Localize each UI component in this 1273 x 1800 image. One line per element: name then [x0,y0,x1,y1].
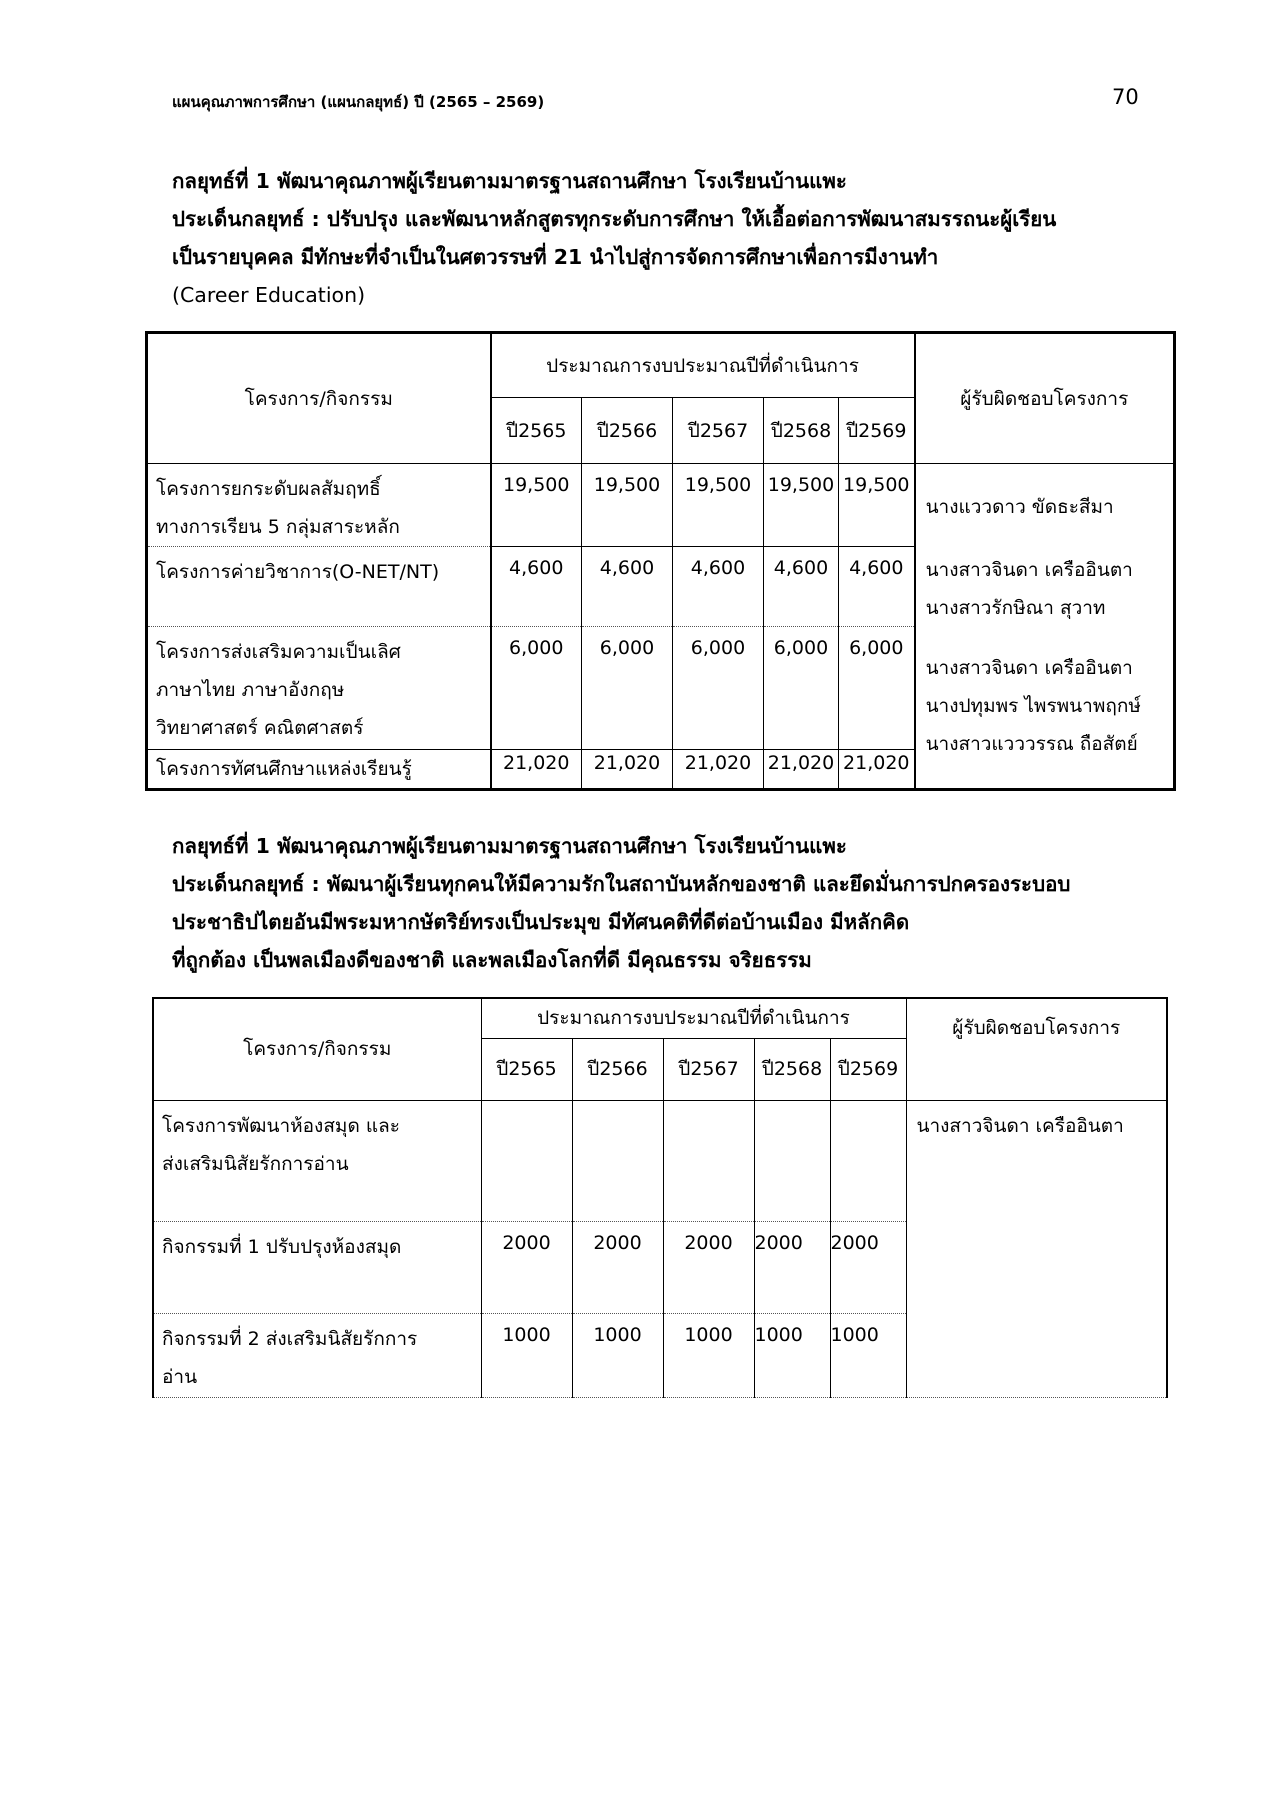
section1-issue-line-2: เป็นรายบุคคล มีทักษะที่จำเป็นในศตวรรษที่ 21 นำไปสู่การจัดการศึกษาเพื่อการมีงานทำ [172,245,939,269]
responsible-person: นางแววดาว ขัดธะสีมา [925,496,1114,518]
budget-value: 6,000 [673,627,764,750]
budget-value: 4,600 [582,547,673,627]
col-header-budget: ประมาณการงบประมาณปีที่ดำเนินการ [481,998,906,1038]
responsible-cell [915,464,1175,790]
budget-value: 6,000 [839,627,915,750]
budget-value: 2000 [481,1221,572,1313]
responsible-person: นางสาวรักษิณา สุวาท [925,597,1106,619]
budget-table-1 [145,331,1176,791]
section2-issue-line-2: ประชาธิปไตยอันมีพระมหากษัตริย์ทรงเป็นประมุข มีทัศนคติที่ดีต่อบ้านเมือง มีหลักคิด [172,910,910,934]
year-header: ปี2569 [839,398,915,464]
budget-value: 2000 [754,1221,830,1313]
section2-heading [172,827,1132,979]
project-name-line: โครงการยกระดับผลสัมฤทธิ์ [156,478,381,500]
responsible-person: นางสาวจินดา เครืออินตา [925,657,1133,679]
budget-value [830,1100,906,1221]
col-header-budget: ประมาณการงบประมาณปีที่ดำเนินการ [491,333,915,398]
budget-value: 21,020 [673,750,764,790]
project-name-line: วิทยาศาสตร์ คณิตศาสตร์ [156,717,364,739]
col-header-responsible: ผู้รับผิดชอบโครงการ [915,333,1175,464]
budget-table-2 [152,997,1168,1398]
project-name [147,627,491,750]
responsible-cell [906,1100,1167,1397]
section2-strategy-line: กลยุทธ์ที่ 1 พัฒนาคุณภาพผู้เรียนตามมาตรฐานสถานศึกษา โรงเรียนบ้านแพะ [172,834,847,858]
project-name-line: โครงการทัศนศึกษาแหล่งเรียนรู้ [156,758,412,780]
year-header: ปี2565 [491,398,582,464]
budget-value: 4,600 [839,547,915,627]
section1-issue-line-3: (Career Education) [172,283,366,307]
budget-value: 21,020 [582,750,673,790]
activity-name [153,1221,481,1313]
responsible-person: นางปทุมพร ไพรพนาพฤกษ์ [925,695,1141,717]
section1-strategy-line: กลยุทธ์ที่ 1 พัฒนาคุณภาพผู้เรียนตามมาตรฐานสถานศึกษา โรงเรียนบ้านแพะ [172,169,847,193]
budget-value: 1000 [572,1313,663,1397]
budget-value: 6,000 [491,627,582,750]
budget-value [663,1100,754,1221]
col-header-responsible: ผู้รับผิดชอบโครงการ [906,998,1167,1100]
responsible-person: นางสาวจินดา เครืออินตา [916,1114,1124,1137]
budget-value: 19,500 [582,464,673,547]
activity-name-line: กิจกรรมที่ 1 ปรับปรุงห้องสมุด [162,1235,402,1258]
budget-value: 2000 [830,1221,906,1313]
document-header-title: แผนคุณภาพการศึกษา (แผนกลยุทธ์) ปี (2565 – 2569) [172,93,545,111]
year-header: ปี2566 [572,1038,663,1100]
year-header: ปี2567 [673,398,764,464]
project-name [147,750,491,790]
col-header-project: โครงการ/กิจกรรม [147,333,491,464]
year-header: ปี2568 [754,1038,830,1100]
project-name [147,547,491,627]
budget-value: 21,020 [764,750,839,790]
budget-value: 1000 [663,1313,754,1397]
budget-value: 6,000 [764,627,839,750]
budget-value: 2000 [572,1221,663,1313]
budget-value [572,1100,663,1221]
section2-issue-line-3: ที่ถูกต้อง เป็นพลเมืองดีของชาติ และพลเมืองโลกที่ดี มีคุณธรรม จริยธรรม [172,948,812,972]
budget-value: 1000 [481,1313,572,1397]
project-name-line: ทางการเรียน 5 กลุ่มสาระหลัก [156,516,400,538]
project-name [153,1100,481,1221]
section1-heading [172,162,1132,314]
budget-value: 21,020 [839,750,915,790]
section2-issue-line: ประเด็นกลยุทธ์ : พัฒนาผู้เรียนทุกคนให้มีความรักในสถาบันหลักของชาติ และยึดมั่นการปกครองระบอบ [172,872,1071,896]
project-name-line: โครงการค่ายวิชาการ(O-NET/NT) [156,561,440,583]
budget-value: 19,500 [673,464,764,547]
budget-value: 19,500 [491,464,582,547]
section1-issue-line: ประเด็นกลยุทธ์ : ปรับปรุง และพัฒนาหลักสูตรทุกระดับการศึกษา ให้เอื้อต่อการพัฒนาสมรรถนะผู้เรียน [172,207,1057,231]
col-header-project: โครงการ/กิจกรรม [153,998,481,1100]
budget-value: 19,500 [764,464,839,547]
year-header: ปี2565 [481,1038,572,1100]
page-number: 70 [1112,85,1139,109]
budget-value: 21,020 [491,750,582,790]
project-name-line: โครงการพัฒนาห้องสมุด และ [162,1114,400,1137]
budget-value: 2000 [663,1221,754,1313]
budget-value: 1000 [754,1313,830,1397]
activity-name-line: กิจกรรมที่ 2 ส่งเสริมนิสัยรักการ [162,1327,418,1350]
activity-name [153,1313,481,1397]
responsible-person: นางสาวจินดา เครืออินตา [925,559,1133,581]
budget-value: 1000 [830,1313,906,1397]
budget-value: 4,600 [673,547,764,627]
project-name-line: ส่งเสริมนิสัยรักการอ่าน [162,1152,349,1175]
year-header: ปี2566 [582,398,673,464]
year-header: ปี2569 [830,1038,906,1100]
budget-value: 4,600 [764,547,839,627]
budget-value: 19,500 [839,464,915,547]
year-header: ปี2567 [663,1038,754,1100]
budget-value [754,1100,830,1221]
project-name-line: โครงการส่งเสริมความเป็นเลิศ [156,641,401,663]
year-header: ปี2568 [764,398,839,464]
activity-name-line: อ่าน [162,1365,198,1388]
budget-value: 6,000 [582,627,673,750]
project-name [147,464,491,547]
project-name-line: ภาษาไทย ภาษาอังกฤษ [156,679,345,701]
budget-value: 4,600 [491,547,582,627]
budget-value [481,1100,572,1221]
responsible-person: นางสาวแวววรรณ ถือสัตย์ [925,733,1138,755]
